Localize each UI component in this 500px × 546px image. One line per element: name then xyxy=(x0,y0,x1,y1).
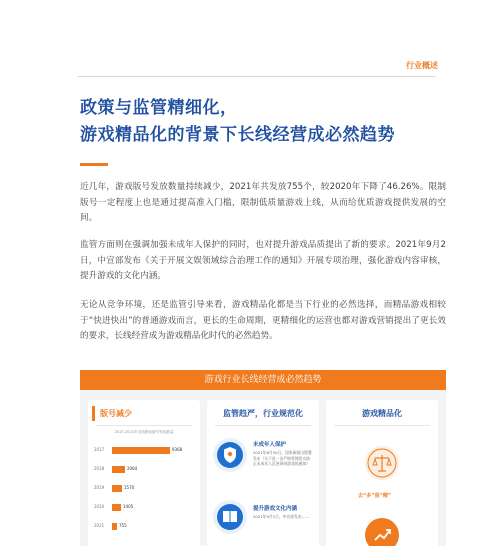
license-bar xyxy=(112,466,125,473)
paragraph-2: 监管方面则在强调加强未成年人保护的同时，也对提升游戏品质提出了新的要求。2021年9月2日，中宣部发布《关于开展文娱领域综合治理工作的通知》开展专项治理，强化游戏内容审核，提升游戏的文化内涵。 xyxy=(80,240,446,281)
column-license-decline xyxy=(88,400,200,546)
bar-row xyxy=(94,499,194,518)
bar-value-label: 1405 xyxy=(123,504,134,509)
page-tag: 行业概述 xyxy=(406,61,438,70)
page-title xyxy=(80,95,440,149)
book-icon xyxy=(213,500,247,534)
infographic xyxy=(80,370,446,546)
bar-value-label: 9368 xyxy=(172,447,183,452)
column-title-boutique: 游戏精品化 xyxy=(362,409,402,418)
column-divider xyxy=(334,425,430,426)
bar-row xyxy=(94,480,194,499)
column-boutique xyxy=(326,400,438,546)
trend-up-icon xyxy=(365,518,399,546)
bar-value-label: 755 xyxy=(119,523,127,528)
license-bar xyxy=(112,523,117,530)
column-divider xyxy=(215,425,311,426)
bar-year-label: 2019 xyxy=(94,485,105,490)
infographic-banner: 游戏行业长线经营成必然趋势 xyxy=(80,370,446,390)
title-line-1: 政策与监管精细化， xyxy=(80,98,238,118)
paragraph-1: 近几年，游戏版号发放数量持续减少，2021年共发放755个，较2020年下降了46.26%。限制版号一定程度上也是通过提高准入门槛，限制低质量游戏上线，从而给优质游戏提供发展的空间。 xyxy=(80,182,446,223)
boutique-label: 去“多”留“精” xyxy=(358,493,392,499)
bar-value-label: 2064 xyxy=(127,466,138,471)
bar-row xyxy=(94,442,194,461)
bar-year-label: 2017 xyxy=(94,447,105,452)
item-text-minor-protection: 2021年8月30日，国家新闻出版署发布《关于进一步严格管理切实防止未成年人沉迷网络游戏的通知》 xyxy=(253,450,312,466)
bar-year-label: 2020 xyxy=(94,504,105,509)
license-bar xyxy=(112,447,170,454)
bar-row xyxy=(94,518,194,537)
bar-value-label: 1570 xyxy=(124,485,135,490)
license-bar-chart xyxy=(94,442,194,537)
column-regulation xyxy=(207,400,319,546)
bar-row xyxy=(94,461,194,480)
title-line-2: 游戏精品化的背景下长线经营成必然趋势 xyxy=(80,125,395,145)
item-text-cultural-content: 2021年9月2日，中宣部发布…… xyxy=(253,514,310,519)
license-bar xyxy=(112,504,121,511)
bar-year-label: 2021 xyxy=(94,523,105,528)
header-rule xyxy=(78,76,436,77)
item-title-cultural-content: 提升游戏文化内涵 xyxy=(253,506,298,512)
item-title-minor-protection: 未成年人保护 xyxy=(253,442,287,448)
paragraph-3: 无论从竞争环境，还是监管引导来看，游戏精品化都是当下行业的必然选择，而精品游戏相较于“快进快出”的普通游戏而言，更长的生命周期，更精细化的运营也都对游戏营销提出了更长效的要求，长线经营成为游戏精品化时代的必然趋势。 xyxy=(80,300,446,341)
column-title-regulation: 监管趋严，行业规范化 xyxy=(223,409,303,418)
shield-icon xyxy=(213,438,247,472)
infographic-columns xyxy=(88,400,438,546)
column-title-license: 版号减少 xyxy=(92,406,196,421)
column-divider xyxy=(96,425,192,426)
license-bar xyxy=(112,485,122,492)
balance-scale-icon xyxy=(365,446,399,480)
title-underline xyxy=(80,163,108,166)
bar-year-label: 2018 xyxy=(94,466,105,471)
chart-caption: 2017-2021年全国游戏版号发放数量 xyxy=(114,430,174,434)
